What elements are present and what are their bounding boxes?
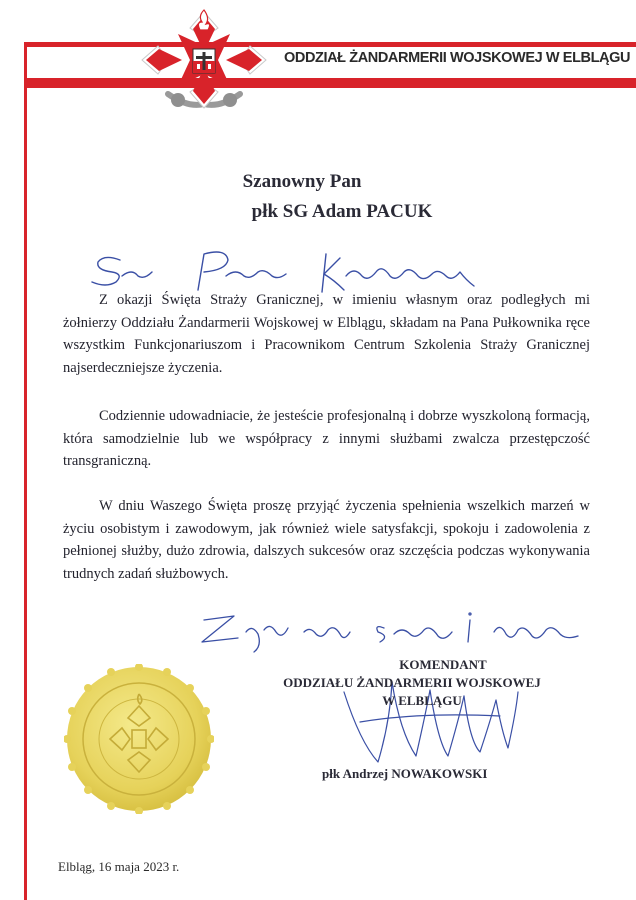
place-and-date: Elbląg, 16 maja 2023 r.	[58, 859, 180, 874]
salutation-recipient: płk SG Adam PACUK	[251, 201, 433, 222]
signature-title-line-2: ODDZIAŁU ŻANDARMERII WOJSKOWEJ	[283, 675, 541, 690]
paragraph-2: Codziennie udowadniacie, że jesteście profesjonalną i dobrze wyszkoloną formacją, która samodzielnie lub we współpracy z innymi służbami zwalcza przestępczość transgraniczną.	[63, 408, 590, 469]
paragraph-1: Z okazji Święta Straży Granicznej, w imieniu własnym oraz podległych mi żołnierzy Oddziału Żandarmerii Wojskowej w Elblągu, składam na Pana Pułkownika ręce wszystkim Funkcjonariuszom i Pracownikom Centrum Szkolenia Straży Granicznej najserdeczniejsze życzenia.	[63, 292, 590, 376]
header-stripe-bottom	[24, 78, 636, 88]
organization-name: ODDZIAŁ ŻANDARMERII WOJSKOWEJ W ELBLĄGU	[284, 50, 631, 66]
paragraph-3: W dniu Waszego Święta proszę przyjąć życzenia spełnienia wszelkich marzeń w życiu osobistym i zawodowym, jak również wiele satysfakcji, spokoju i zadowolenia z pełnionej służby, dużo zdrowia, dalszych sukcesów oraz szczęścia podczas wykonywania trudnych zadań służbowych.	[63, 498, 590, 582]
gold-foil-seal-icon	[64, 664, 214, 814]
signature-title-line-3: W ELBLĄGU	[382, 693, 462, 708]
military-police-emblem-icon	[138, 8, 270, 116]
handwritten-closing	[194, 606, 594, 656]
header-stripe-top	[24, 42, 636, 47]
salutation-line-1: Szanowny Pan	[242, 171, 362, 192]
signature-block	[262, 656, 562, 710]
signature-title-line-1: KOMENDANT	[399, 657, 487, 672]
signer-name: płk Andrzej NOWAKOWSKI	[322, 766, 488, 781]
